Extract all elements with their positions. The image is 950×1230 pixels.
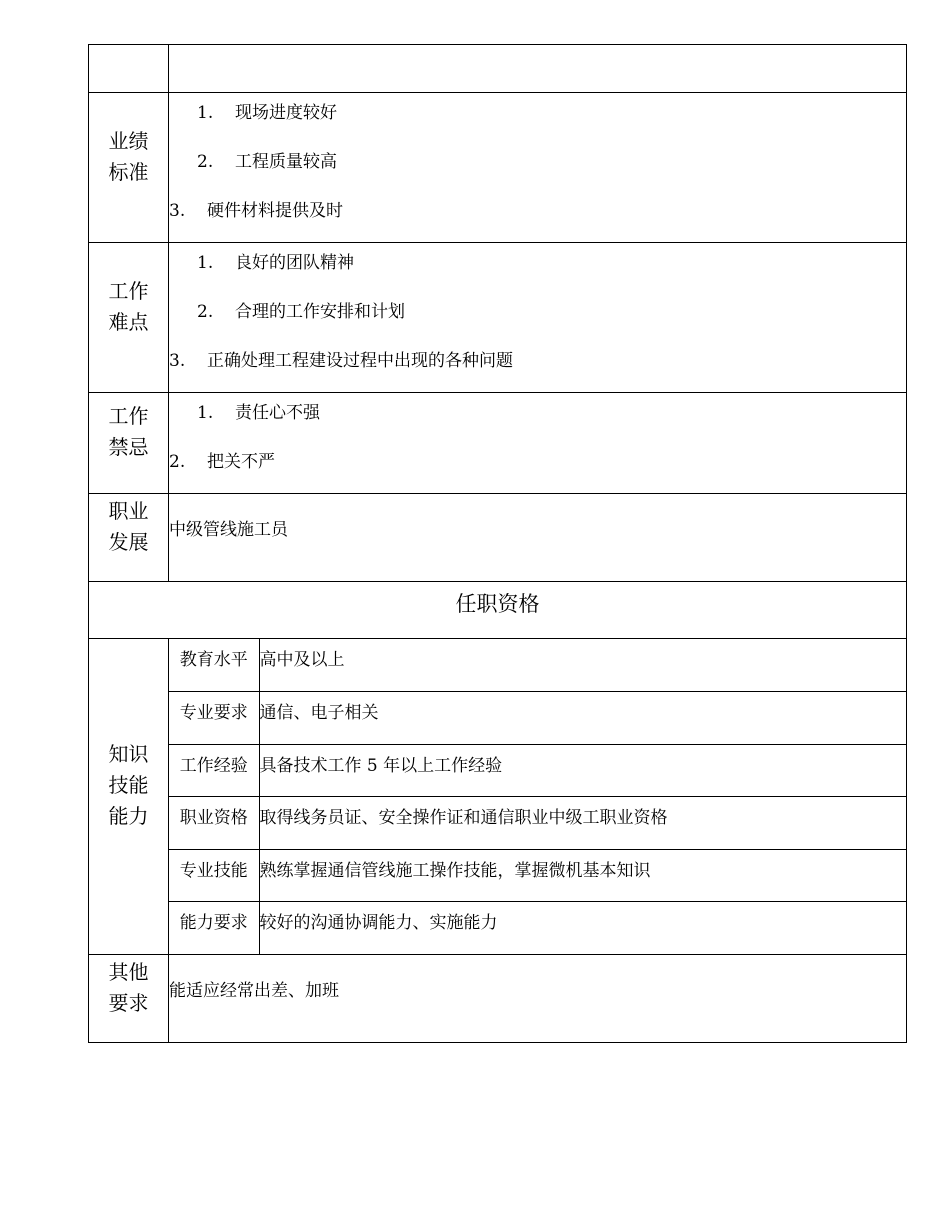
certification-value: 取得线务员证、安全操作证和通信职业中级工职业资格 — [259, 797, 906, 850]
qualifications-header-row — [89, 582, 907, 639]
list-item: 2. 把关不严 — [169, 452, 275, 472]
qualifications-header: 任职资格 — [89, 582, 907, 639]
list-item: 1. 现场进度较好 — [197, 103, 337, 123]
difficulty-label: 工作 难点 — [89, 243, 169, 393]
knowledge-label: 知识 技能 能力 — [89, 639, 169, 955]
difficulty-row — [89, 243, 907, 393]
ability-label: 能力要求 — [169, 902, 259, 955]
taboo-row — [89, 393, 907, 494]
career-row — [89, 494, 907, 582]
career-text: 中级管线施工员 — [169, 520, 288, 540]
career-label: 职业 发展 — [89, 494, 169, 582]
taboo-label: 工作 禁忌 — [89, 393, 169, 494]
skill-label: 专业技能 — [169, 849, 259, 902]
job-description-table — [88, 44, 907, 1043]
empty-top-row — [89, 45, 907, 93]
difficulty-content — [169, 243, 907, 393]
list-item: 2. 合理的工作安排和计划 — [197, 302, 405, 322]
table-row — [169, 692, 906, 745]
ability-value: 较好的沟通协调能力、实施能力 — [259, 913, 498, 933]
table-row — [169, 849, 906, 902]
knowledge-row — [89, 639, 907, 955]
table-row — [169, 744, 906, 797]
other-text: 能适应经常出差、加班 — [169, 981, 339, 1001]
empty-content-cell — [169, 45, 907, 93]
taboo-content — [169, 393, 907, 494]
list-item: 2. 工程质量较高 — [197, 152, 337, 172]
knowledge-subtable — [169, 639, 906, 954]
list-item: 3. 硬件材料提供及时 — [169, 201, 343, 221]
major-value: 通信、电子相关 — [259, 692, 906, 745]
skill-value: 熟练掌握通信管线施工操作技能，掌握微机基本知识 — [259, 849, 906, 902]
table-row — [169, 797, 906, 850]
other-label: 其他 要求 — [89, 955, 169, 1043]
performance-content — [169, 93, 907, 243]
performance-label: 业绩 标准 — [89, 93, 169, 243]
table-row — [169, 902, 906, 955]
list-item: 1. 良好的团队精神 — [197, 253, 354, 273]
table-row — [169, 639, 906, 692]
knowledge-content — [169, 639, 907, 955]
education-value: 高中及以上 — [259, 639, 906, 692]
experience-value: 具备技术工作 5 年以上工作经验 — [259, 744, 906, 797]
education-label: 教育水平 — [169, 639, 259, 692]
career-content — [169, 494, 907, 582]
major-label: 专业要求 — [169, 692, 259, 745]
performance-row — [89, 93, 907, 243]
list-item: 3. 正确处理工程建设过程中出现的各种问题 — [169, 351, 513, 371]
empty-label-cell — [89, 45, 169, 93]
list-item: 1. 责任心不强 — [197, 403, 320, 423]
other-row — [89, 955, 907, 1043]
experience-label: 工作经验 — [169, 744, 259, 797]
other-content — [169, 955, 907, 1043]
certification-label: 职业资格 — [169, 797, 259, 850]
